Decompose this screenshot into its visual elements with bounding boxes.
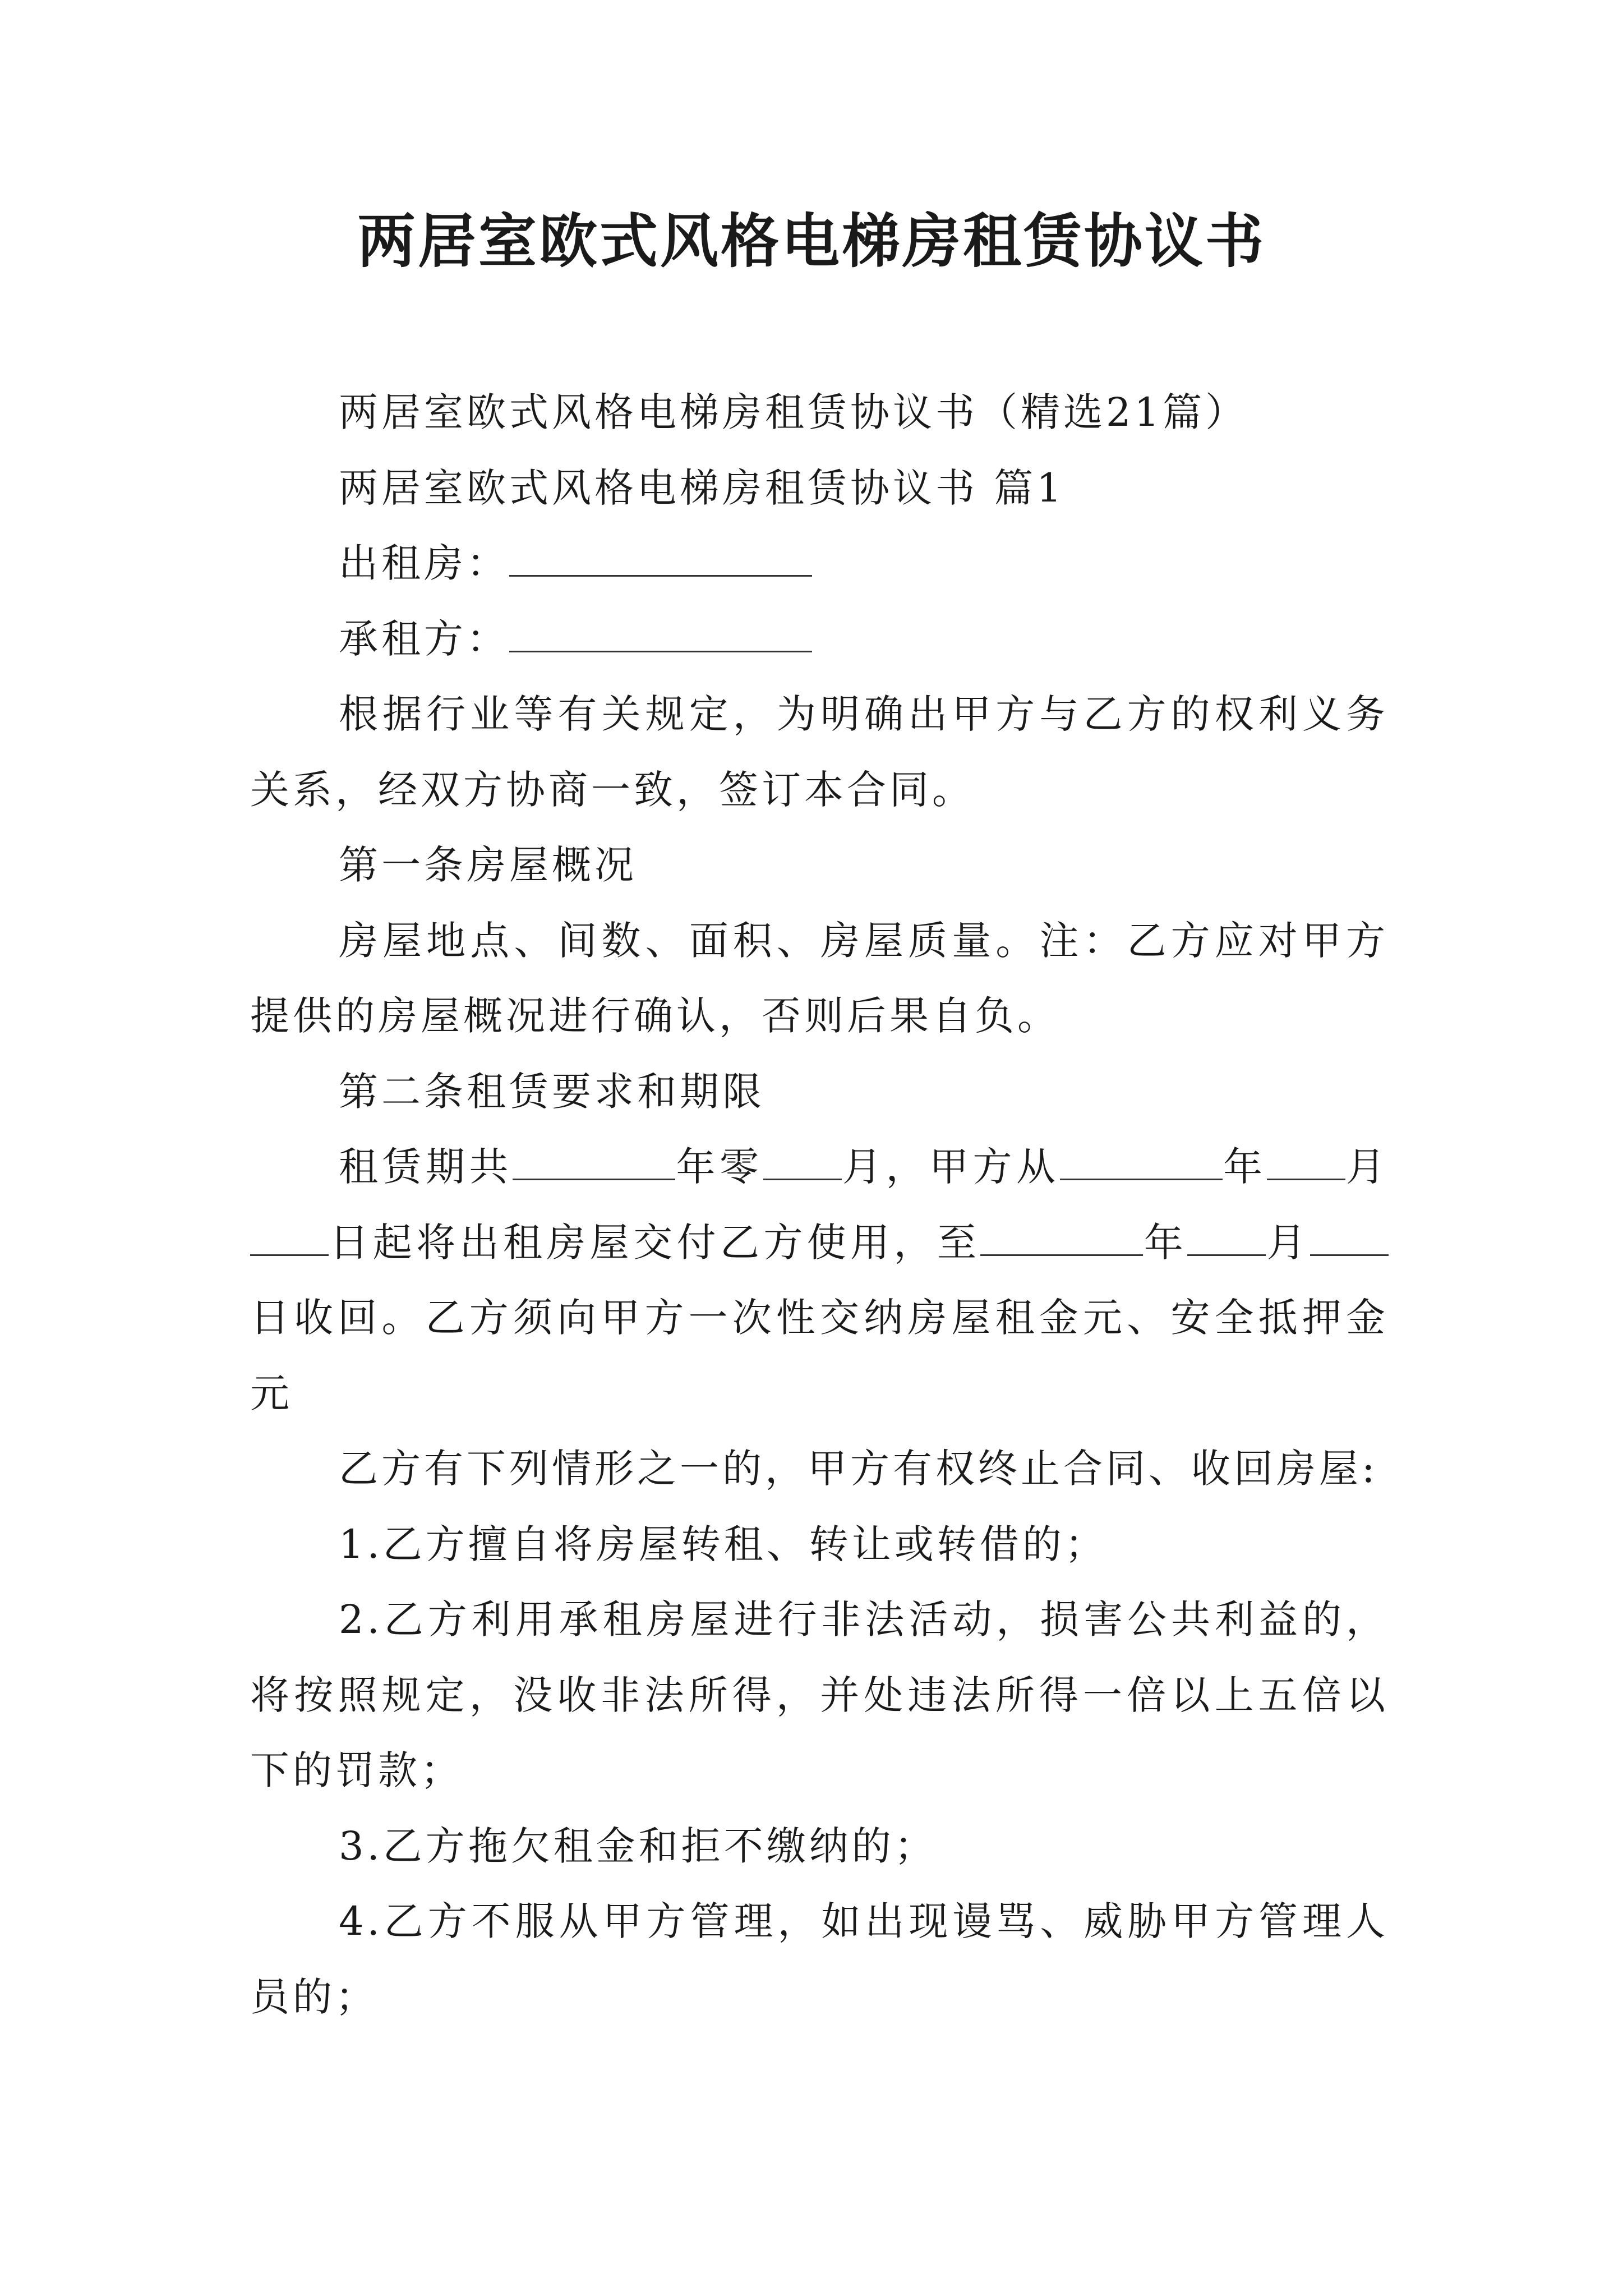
- lease-months-blank: [763, 1139, 842, 1180]
- lease-term-paragraph: [250, 1129, 1389, 1431]
- termination-item: 1.乙方擅自将房屋转租、转让或转借的；: [339, 1521, 1108, 1567]
- lessee-line: [250, 601, 1389, 677]
- preamble-paragraph: 根据行业等有关规定，为明确出甲方与乙方的权利义务关系，经双方协商一致，签订本合同。: [250, 691, 1389, 813]
- lease-text-8: 月: [1266, 1219, 1311, 1266]
- termination-intro: 乙方有下列情形之一的，甲方有权终止合同、收回房屋:: [339, 1446, 1378, 1492]
- lease-text-6: 日起将出租房屋交付乙方使用，至: [329, 1219, 981, 1266]
- intro-line: 两居室欧式风格电梯房租赁协议书（精选21篇）: [339, 389, 1248, 435]
- lessee-label: 承租方：: [339, 615, 509, 662]
- lease-text-3: 月，甲方从: [841, 1144, 1060, 1190]
- lease-text-7: 年: [1143, 1219, 1188, 1266]
- document-body: [250, 375, 1389, 2035]
- document-title: 两居室欧式风格电梯房租赁协议书: [357, 206, 1266, 275]
- section-heading: 两居室欧式风格电梯房租赁协议书 篇1: [339, 464, 1065, 511]
- start-month-blank: [1267, 1139, 1345, 1180]
- lease-text-1: 租赁期共: [339, 1144, 513, 1190]
- article1-text: 房屋地点、间数、面积、房屋质量。注：乙方应对甲方提供的房屋概况进行确认，否则后果自负。: [250, 917, 1389, 1039]
- start-year-blank: [1060, 1139, 1223, 1180]
- lessor-label: 出租房：: [339, 540, 509, 586]
- lease-text-2: 年零: [675, 1144, 763, 1190]
- lease-text-5: 月: [1345, 1144, 1389, 1190]
- lessor-line: [250, 526, 1389, 601]
- article1-heading: 第一条房屋概况: [339, 842, 637, 888]
- lease-text-9: 日收回。乙方须向甲方一次性交纳房屋租金元、安全抵押金元: [250, 1295, 1389, 1416]
- end-day-blank: [1310, 1215, 1389, 1256]
- termination-item: 2.乙方利用承租房屋进行非法活动，损害公共利益的，将按照规定，没收非法所得，并处违法所得一倍以上五倍以下的罚款；: [250, 1596, 1389, 1793]
- termination-item: 3.乙方拖欠租金和拒不缴纳的；: [339, 1823, 937, 1869]
- termination-item: 4.乙方不服从甲方管理，如出现谩骂、威胁甲方管理人员的；: [250, 1898, 1389, 2020]
- lease-years-blank: [513, 1139, 675, 1180]
- start-day-blank: [250, 1215, 329, 1256]
- article2-heading: 第二条租赁要求和期限: [339, 1068, 765, 1115]
- end-month-blank: [1187, 1215, 1266, 1256]
- lease-text-4: 年: [1222, 1144, 1267, 1190]
- lessee-blank: [509, 611, 812, 652]
- end-year-blank: [980, 1215, 1143, 1256]
- lessor-blank: [509, 536, 812, 577]
